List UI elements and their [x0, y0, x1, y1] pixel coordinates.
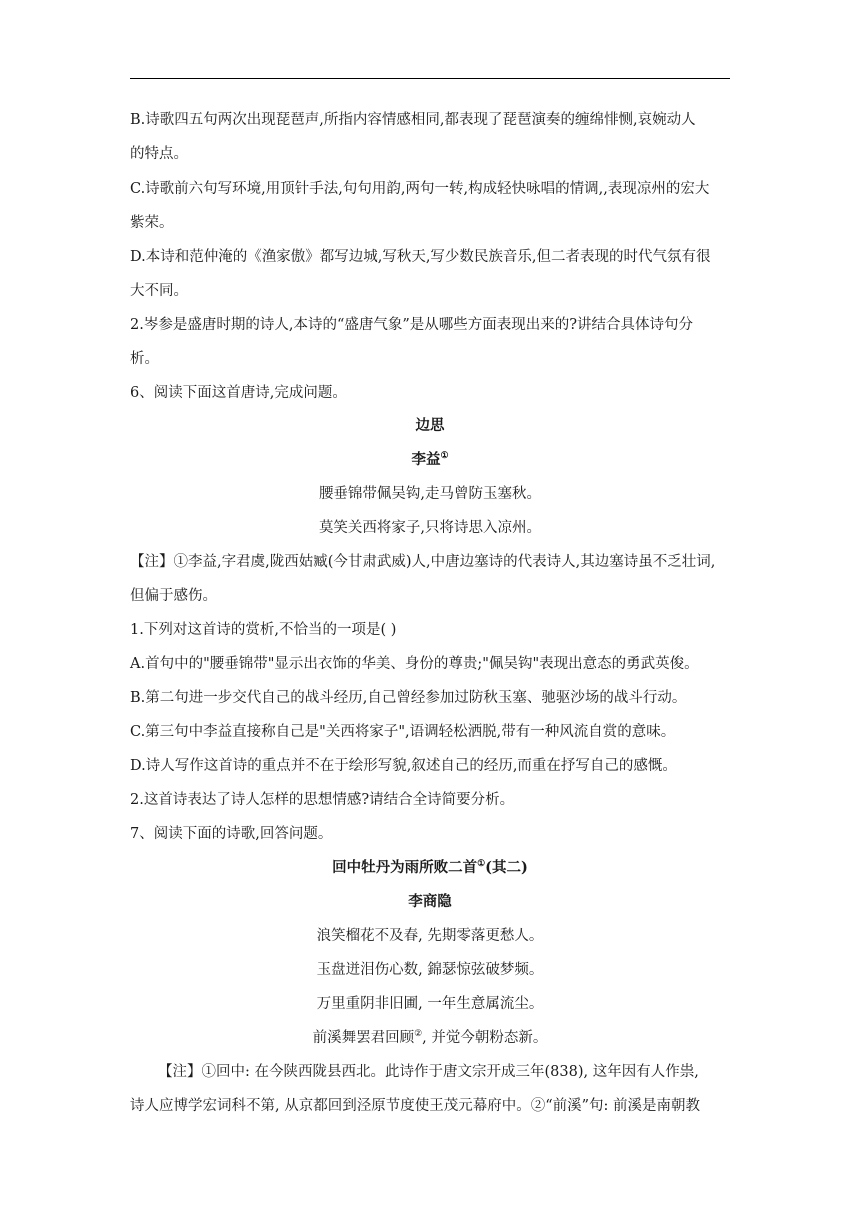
q5-option-b-line1: B.诗歌四五句两次出现琵琶声,所指内容情感相同,都表现了琵琶演奏的缠绵悱恻,哀婉动人: [130, 112, 696, 128]
q7-intro: 7、阅读下面的诗歌,回答问题。: [130, 826, 333, 842]
q7-poem-author: 李商隐: [408, 893, 452, 910]
q5-option-c-line1: C.诗歌前六句写环境,用顶针手法,句句用韵,两句一转,构成轻快咏唱的情调,,表现凉州的宏大: [130, 181, 710, 197]
header-rule: [130, 78, 730, 79]
q7-verse-4: 前溪舞罢君回顾②, 并觉今朝粉态新。: [312, 1029, 548, 1046]
q6-poem-author: 李益①: [411, 451, 449, 468]
q6-note-line2: 但偏于感伤。: [130, 588, 217, 604]
q6-option-d: D.诗人写作这首诗的重点并不在于绘形写貌,叙述自己的经历,而重在抒写自己的感慨。: [130, 758, 677, 774]
q6-poem-title: 边思: [415, 417, 445, 434]
q6-question1: 1.下列对这首诗的赏析,不恰当的一项是( ): [130, 622, 397, 638]
footnote-marker: ②: [414, 1029, 423, 1040]
q6-option-b: B.第二句进一步交代自己的战斗经历,自己曾经参加过防秋玉塞、驰驱沙场的战斗行动。: [130, 690, 687, 706]
q6-question2: 2.这首诗表达了诗人怎样的思想情感?请结合全诗简要分析。: [130, 792, 515, 808]
q6-verse-2: 莫笑关西将家子,只将诗思入凉州。: [318, 520, 542, 536]
q6-intro: 6、阅读下面这首唐诗,完成问题。: [130, 385, 347, 401]
footnote-marker: ①: [477, 859, 486, 870]
q5-option-d-line1: D.本诗和范仲淹的《渔家傲》都写边城,写秋天,写少数民族音乐,但二者表现的时代气氛有很: [130, 249, 711, 265]
q5-option-b-line2: 的特点。: [130, 146, 188, 162]
q5-question2-line1: 2.岑参是盛唐时期的诗人,本诗的“盛唐气象”是从哪些方面表现出来的?讲结合具体诗句分: [130, 317, 694, 333]
footnote-marker: ①: [440, 451, 449, 462]
q5-option-c-line2: 紫荣。: [130, 215, 174, 231]
q6-option-a: A.首句中的"腰垂锦带"显示出衣饰的华美、身份的尊贵;"佩吴钩"表现出意态的勇武英俊。: [130, 656, 699, 672]
q5-question2-line2: 析。: [130, 351, 159, 367]
q7-note-line2: 诗人应博学宏词科不第, 从京都回到泾原节度使王茂元幕府中。②“前溪”句: 前溪是南朝教: [130, 1098, 701, 1114]
q7-poem-title: 回中牡丹为雨所败二首①(其二): [332, 859, 528, 876]
q6-note-line1: 【注】①李益,字君虞,陇西姑臧(今甘肃武威)人,中唐边塞诗的代表诗人,其边塞诗虽不乏壮词,: [130, 554, 716, 570]
q7-verse-3: 万里重阴非旧圃, 一年生意属流尘。: [316, 996, 544, 1012]
q7-verse-1: 浪笑榴花不及春, 先期零落更愁人。: [316, 928, 544, 944]
q6-option-c: C.第三句中李益直接称自己是"关西将家子",语调轻松洒脱,带有一种风流自赏的意味。: [130, 724, 676, 740]
q7-verse-2: 玉盘迸泪伤心数, 錦瑟惊弦破梦频。: [316, 962, 544, 978]
q6-verse-1: 腰垂锦带佩吴钩,走马曾防玉塞秋。: [318, 486, 542, 502]
q7-note-line1: 【注】①回中: 在今陕西陇县西北。此诗作于唐文宗开成三年(838), 这年因有人作祟,: [158, 1064, 699, 1080]
q5-option-d-line2: 大不同。: [130, 283, 188, 299]
